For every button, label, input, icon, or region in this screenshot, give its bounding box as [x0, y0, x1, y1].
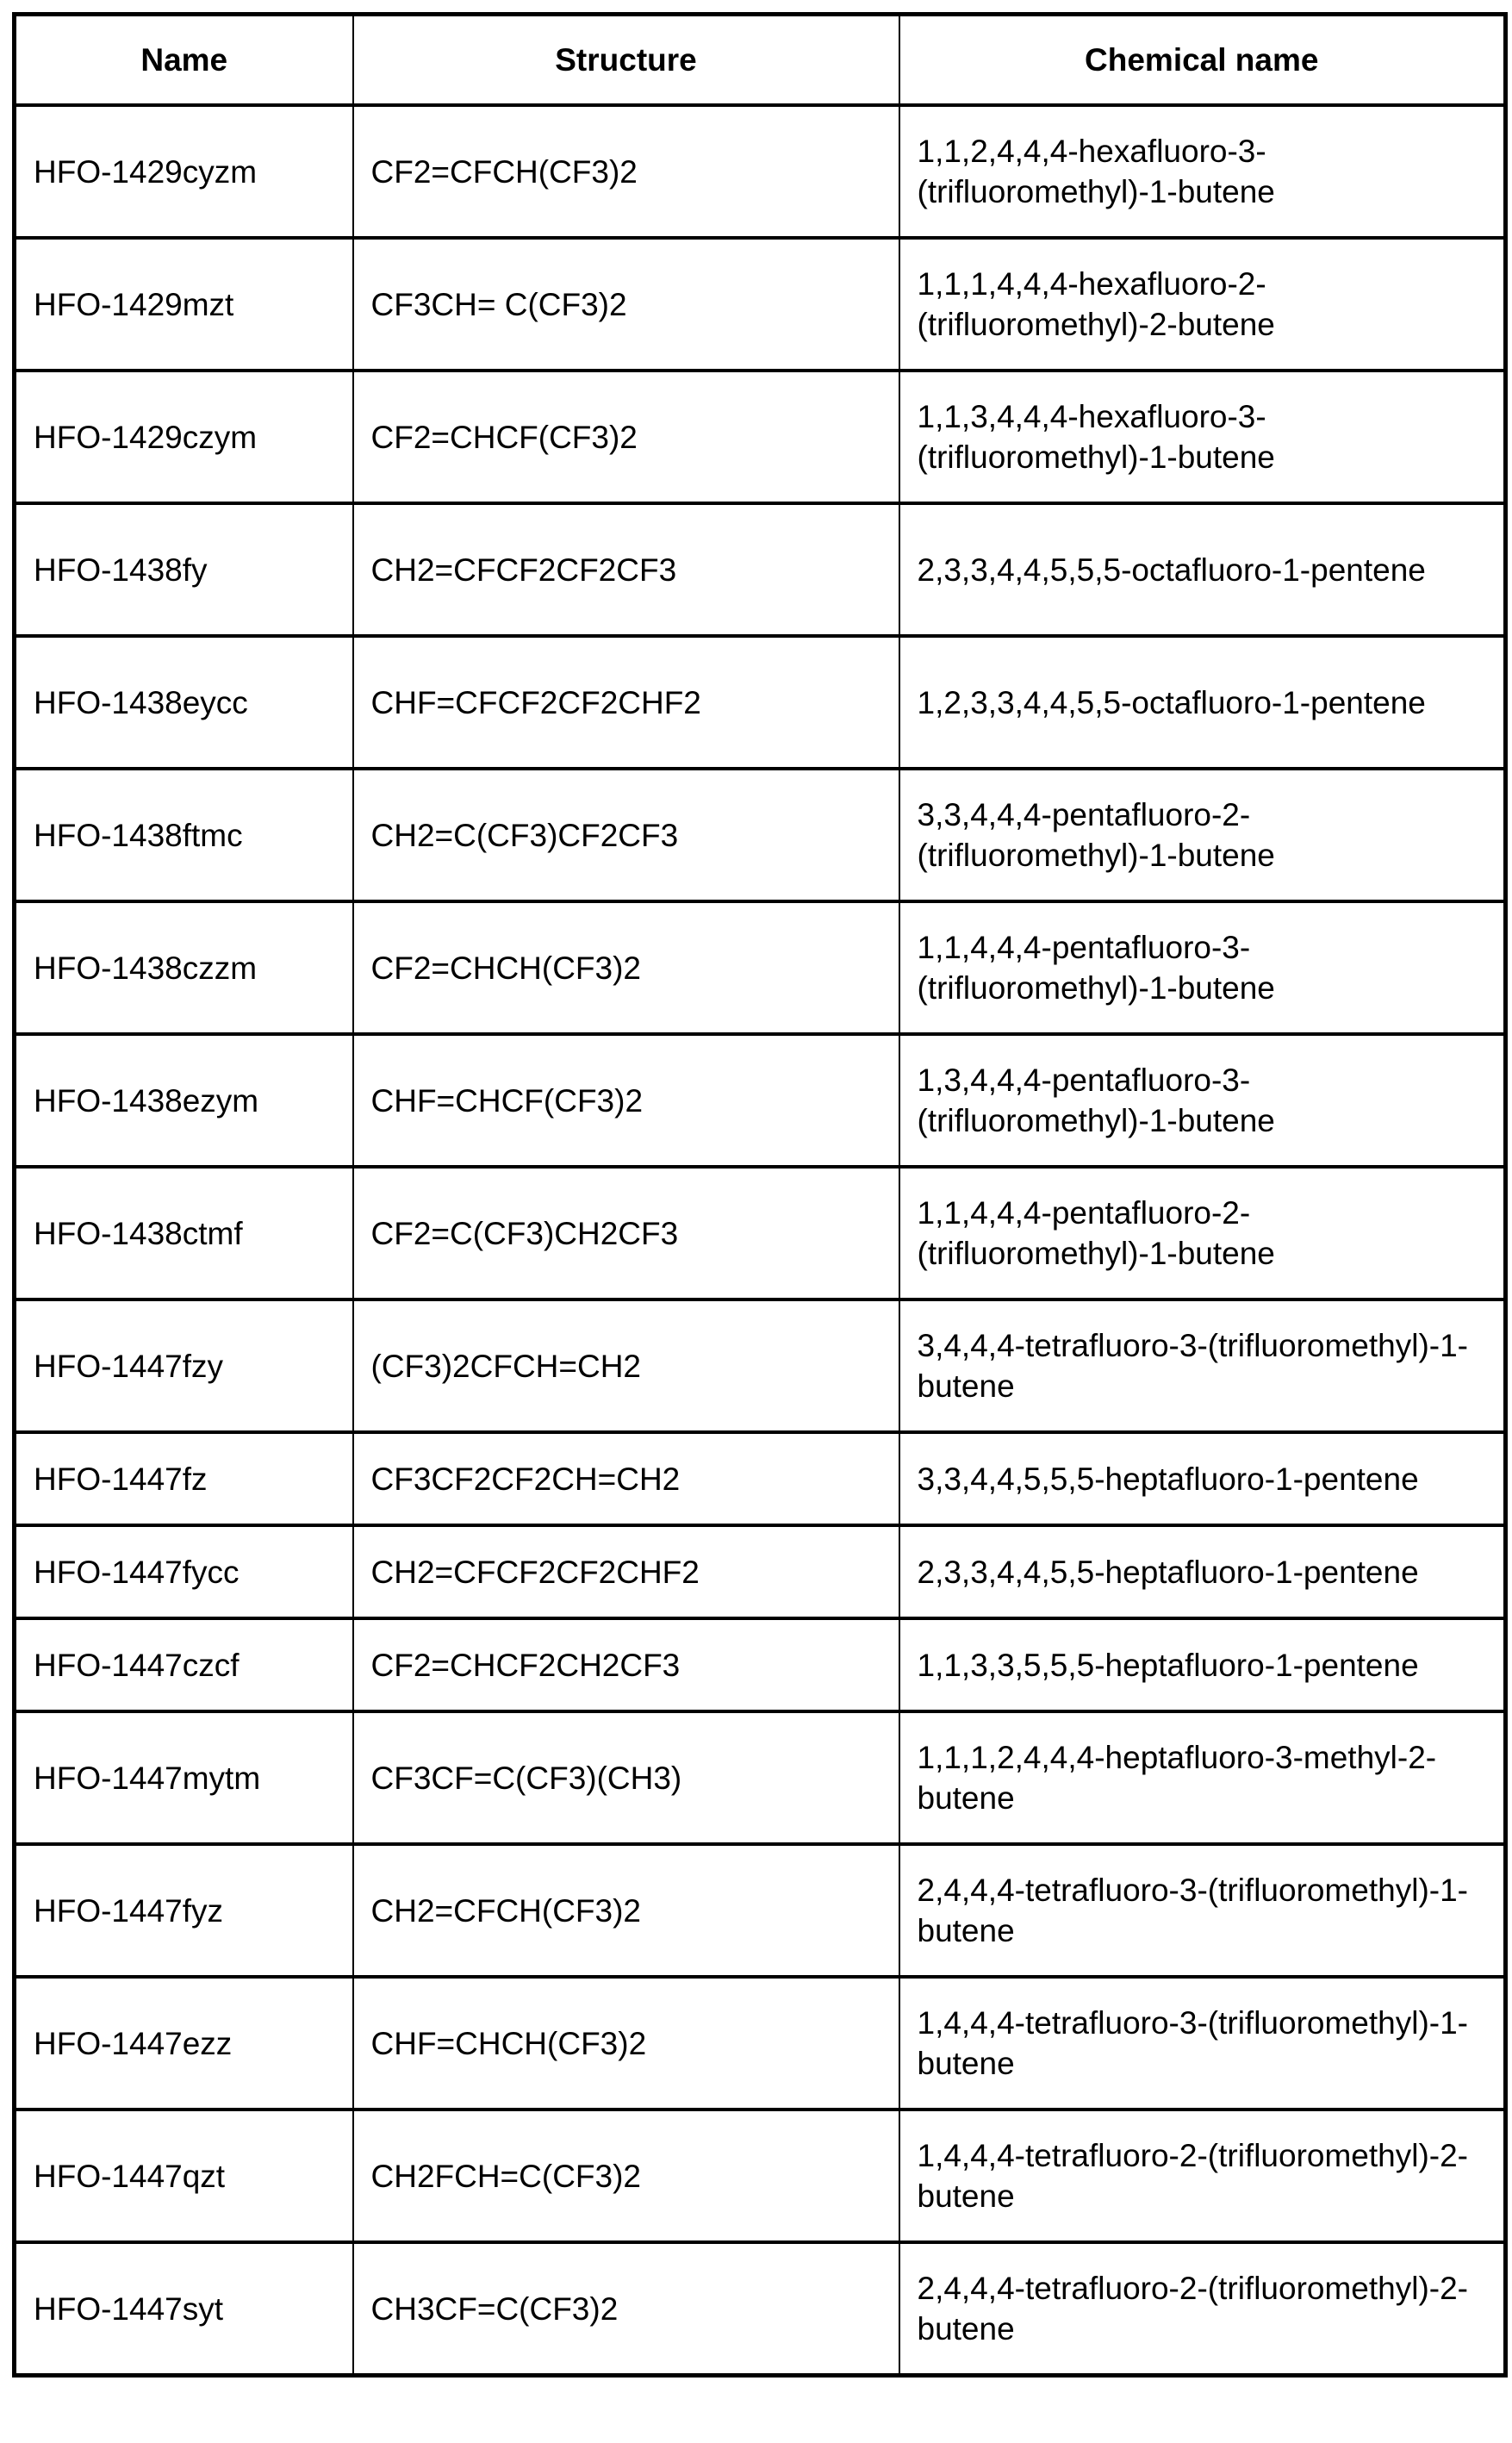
structure-cell: CH2=CFCF2CF2CHF2 — [353, 1525, 899, 1618]
chemical-name-cell: 1,4,4,4-tetrafluoro-2-(trifluoromethyl)-2-butene — [899, 2110, 1506, 2242]
table-row — [15, 1977, 1506, 2110]
chemical-name-cell: 3,4,4,4-tetrafluoro-3-(trifluoromethyl)-1-butene — [899, 1299, 1506, 1432]
table-row — [15, 1525, 1506, 1618]
table-row — [15, 769, 1506, 901]
chemical-name-cell: 1,1,3,4,4,4-hexafluoro-3-(trifluoromethyl)-1-butene — [899, 371, 1506, 503]
header-row — [15, 15, 1506, 106]
table-row — [15, 371, 1506, 503]
table-row — [15, 2110, 1506, 2242]
compound-name-cell: HFO-1447syt — [15, 2242, 353, 2376]
chemical-name-cell: 1,4,4,4-tetrafluoro-3-(trifluoromethyl)-1-butene — [899, 1977, 1506, 2110]
structure-cell: CF2=C(CF3)CH2CF3 — [353, 1167, 899, 1299]
structure-cell: CH2=CFCH(CF3)2 — [353, 1844, 899, 1977]
compound-name-cell: HFO-1429mzt — [15, 238, 353, 371]
table-row — [15, 1432, 1506, 1525]
compound-name-cell: HFO-1447fycc — [15, 1525, 353, 1618]
chemical-name-cell: 1,1,1,4,4,4-hexafluoro-2-(trifluoromethyl)-2-butene — [899, 238, 1506, 371]
chemical-name-cell: 1,1,4,4,4-pentafluoro-2-(trifluoromethyl)-1-butene — [899, 1167, 1506, 1299]
compound-name-cell: HFO-1438ctmf — [15, 1167, 353, 1299]
hfo-compounds-table — [12, 12, 1508, 2378]
table-row — [15, 1034, 1506, 1167]
chemical-name-cell: 1,3,4,4,4-pentafluoro-3-(trifluoromethyl)-1-butene — [899, 1034, 1506, 1167]
structure-cell: CHF=CHCH(CF3)2 — [353, 1977, 899, 2110]
table-row — [15, 1299, 1506, 1432]
chemical-name-cell: 1,2,3,3,4,4,5,5-octafluoro-1-pentene — [899, 636, 1506, 769]
chemical-name-cell: 1,1,1,2,4,4,4-heptafluoro-3-methyl-2-butene — [899, 1711, 1506, 1844]
chemical-name-cell: 3,3,4,4,4-pentafluoro-2-(trifluoromethyl)-1-butene — [899, 769, 1506, 901]
chemical-name-cell: 2,4,4,4-tetrafluoro-3-(trifluoromethyl)-1-butene — [899, 1844, 1506, 1977]
structure-cell: CH2FCH=C(CF3)2 — [353, 2110, 899, 2242]
structure-cell: CF2=CFCH(CF3)2 — [353, 105, 899, 238]
table-row — [15, 1167, 1506, 1299]
header-chemical-name: Chemical name — [899, 15, 1506, 106]
structure-cell: (CF3)2CFCH=CH2 — [353, 1299, 899, 1432]
chemical-name-cell: 2,3,3,4,4,5,5,5-octafluoro-1-pentene — [899, 503, 1506, 636]
structure-cell: CF3CF2CF2CH=CH2 — [353, 1432, 899, 1525]
structure-cell: CHF=CHCF(CF3)2 — [353, 1034, 899, 1167]
compound-name-cell: HFO-1447fyz — [15, 1844, 353, 1977]
compound-name-cell: HFO-1447fz — [15, 1432, 353, 1525]
compound-name-cell: HFO-1429cyzm — [15, 105, 353, 238]
structure-cell: CH2=C(CF3)CF2CF3 — [353, 769, 899, 901]
structure-cell: CH2=CFCF2CF2CF3 — [353, 503, 899, 636]
compound-name-cell: HFO-1447fzy — [15, 1299, 353, 1432]
structure-cell: CH3CF=C(CF3)2 — [353, 2242, 899, 2376]
compound-name-cell: HFO-1438czzm — [15, 901, 353, 1034]
structure-cell: CF2=CHCF2CH2CF3 — [353, 1618, 899, 1711]
chemical-name-cell: 2,4,4,4-tetrafluoro-2-(trifluoromethyl)-2-butene — [899, 2242, 1506, 2376]
table-row — [15, 901, 1506, 1034]
compound-name-cell: HFO-1447ezz — [15, 1977, 353, 2110]
chemical-name-cell: 3,3,4,4,5,5,5-heptafluoro-1-pentene — [899, 1432, 1506, 1525]
compound-name-cell: HFO-1438eycc — [15, 636, 353, 769]
table-row — [15, 2242, 1506, 2376]
structure-cell: CF2=CHCF(CF3)2 — [353, 371, 899, 503]
chemical-name-cell: 1,1,2,4,4,4-hexafluoro-3-(trifluoromethyl)-1-butene — [899, 105, 1506, 238]
table-row — [15, 636, 1506, 769]
table-row — [15, 1618, 1506, 1711]
structure-cell: CF3CH= C(CF3)2 — [353, 238, 899, 371]
table-row — [15, 503, 1506, 636]
chemical-name-cell: 2,3,3,4,4,5,5-heptafluoro-1-pentene — [899, 1525, 1506, 1618]
table-row — [15, 105, 1506, 238]
table-row — [15, 1711, 1506, 1844]
header-structure: Structure — [353, 15, 899, 106]
compound-name-cell: HFO-1438ftmc — [15, 769, 353, 901]
chemical-name-cell: 1,1,4,4,4-pentafluoro-3-(trifluoromethyl)-1-butene — [899, 901, 1506, 1034]
structure-cell: CF3CF=C(CF3)(CH3) — [353, 1711, 899, 1844]
table-row — [15, 1844, 1506, 1977]
chemical-name-cell: 1,1,3,3,5,5,5-heptafluoro-1-pentene — [899, 1618, 1506, 1711]
compound-name-cell: HFO-1438fy — [15, 503, 353, 636]
compound-name-cell: HFO-1447mytm — [15, 1711, 353, 1844]
structure-cell: CF2=CHCH(CF3)2 — [353, 901, 899, 1034]
header-name: Name — [15, 15, 353, 106]
compound-name-cell: HFO-1429czym — [15, 371, 353, 503]
structure-cell: CHF=CFCF2CF2CHF2 — [353, 636, 899, 769]
table-row — [15, 238, 1506, 371]
compound-name-cell: HFO-1447qzt — [15, 2110, 353, 2242]
compound-name-cell: HFO-1438ezym — [15, 1034, 353, 1167]
compound-name-cell: HFO-1447czcf — [15, 1618, 353, 1711]
